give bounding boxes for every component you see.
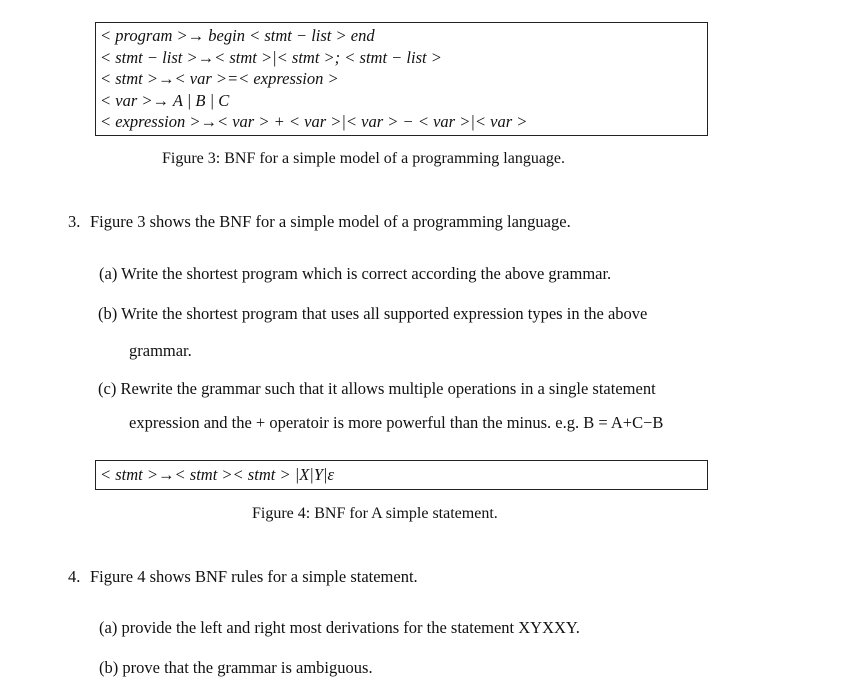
question-4b-text: prove that the grammar is ambiguous.: [122, 658, 373, 677]
question-4-number: 4.: [68, 567, 81, 586]
question-4b-label: (b): [99, 658, 119, 677]
grammar-rule-simple-stmt: < stmt >→< stmt >< stmt > |X|Y|ε: [100, 465, 335, 484]
question-3b: [98, 304, 647, 324]
question-4a-text: provide the left and right most derivations for the statement XYXXY.: [121, 618, 580, 637]
question-3c: [98, 379, 656, 399]
figure3-grammar-box: [95, 22, 708, 136]
question-3a-text: Write the shortest program which is correct according the above grammar.: [121, 264, 612, 283]
figure4-grammar-box: [95, 460, 708, 490]
question-3a-label: (a): [99, 264, 118, 283]
question-3-number: 3.: [68, 212, 81, 231]
grammar-rule-var: < var >→ A | B | C: [100, 90, 230, 110]
question-3b-continuation: grammar.: [129, 341, 192, 360]
grammar-rule-expression: < expression >→< var > + < var >|< var > − < var >|< var >: [100, 112, 528, 131]
question-3b-label: (b): [98, 304, 118, 323]
question-3b-text: Write the shortest program that uses all supported expression types in the above: [121, 304, 648, 323]
question-4: [68, 567, 418, 587]
question-3c-label: (c): [98, 379, 117, 398]
figure4-caption: Figure 4: BNF for A simple statement.: [252, 505, 498, 522]
question-3c-continuation: expression and the + operatoir is more powerful than the minus. e.g. B = A+C−B: [129, 413, 664, 432]
figure3-caption: Figure 3: BNF for a simple model of a programming language.: [162, 150, 566, 167]
question-3-text: Figure 3 shows the BNF for a simple model of a programming language.: [90, 212, 571, 231]
question-4a: [99, 618, 580, 638]
question-4a-label: (a): [99, 618, 118, 637]
grammar-rule-stmt: < stmt >→< var >=< expression >: [100, 69, 339, 88]
grammar-rule-stmt-list: < stmt − list >→< stmt >|< stmt >; < stmt − list >: [100, 47, 442, 67]
question-3: [68, 212, 571, 232]
question-4b: [99, 658, 373, 678]
question-3c-text: Rewrite the grammar such that it allows multiple operations in a single statement: [120, 379, 656, 398]
question-3a: [99, 264, 611, 284]
grammar-rule-program: < program >→ begin < stmt − list > end: [100, 26, 375, 45]
question-4-text: Figure 4 shows BNF rules for a simple statement.: [90, 567, 418, 586]
